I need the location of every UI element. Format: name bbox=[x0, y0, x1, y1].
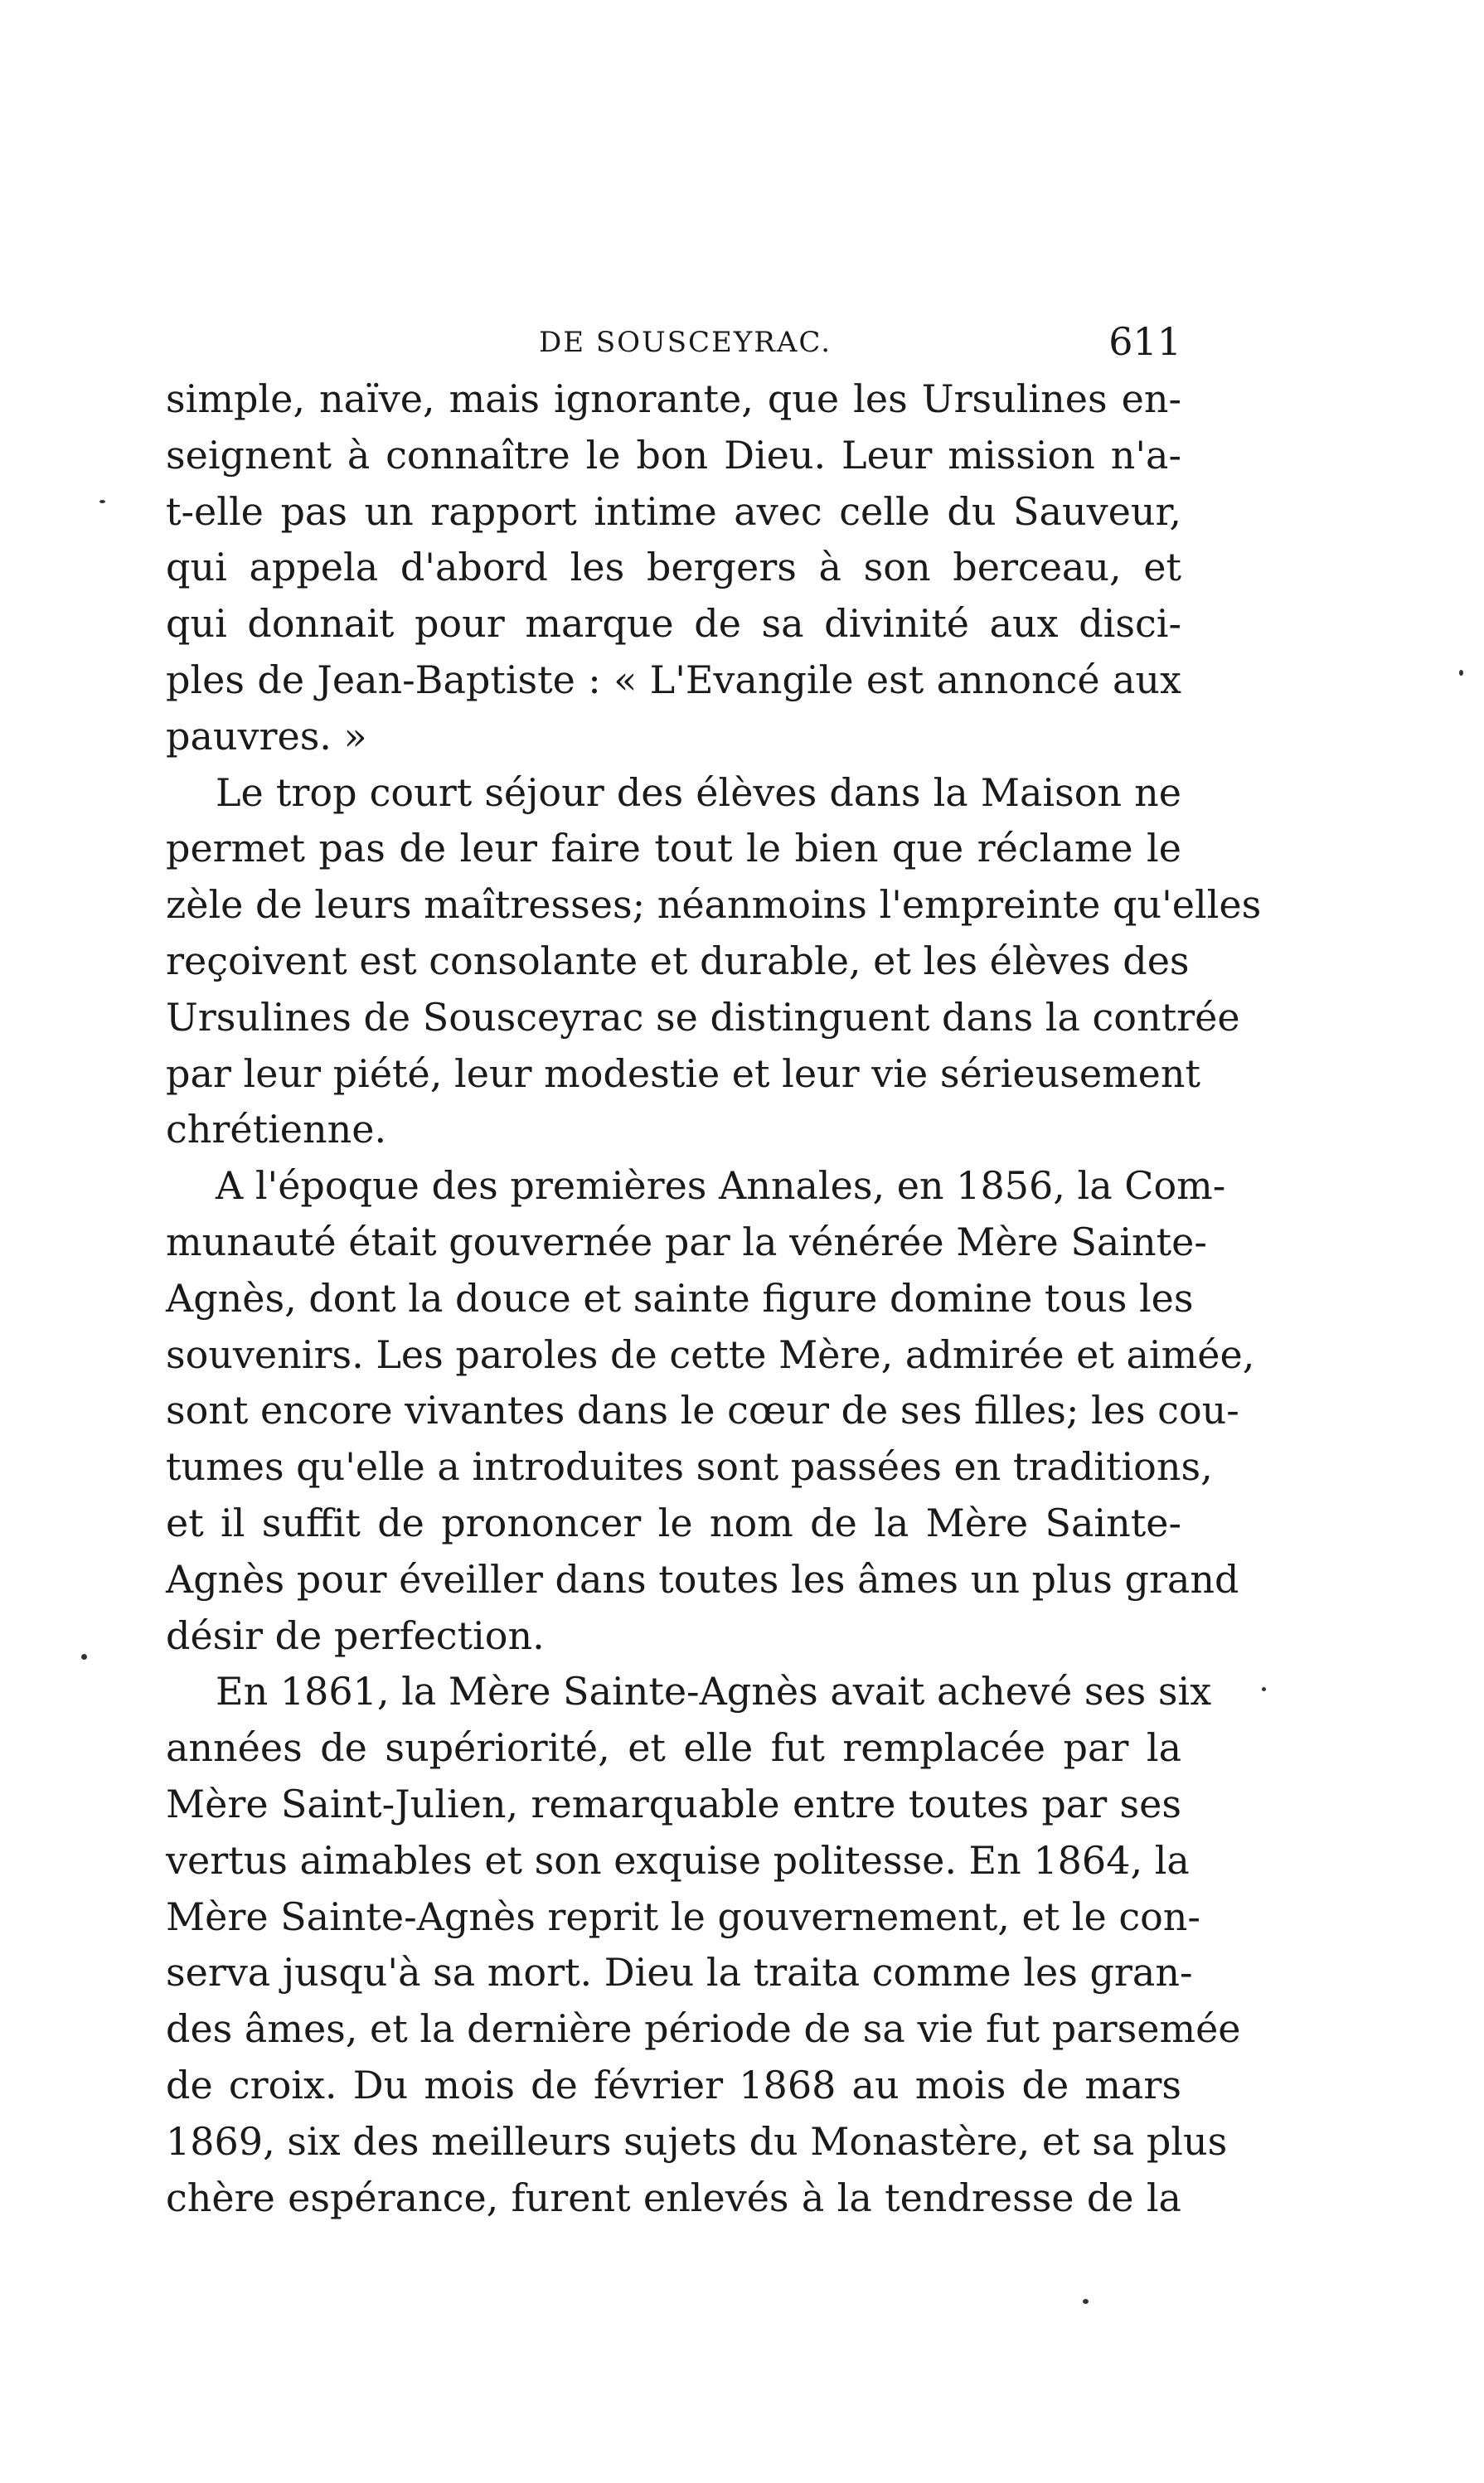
text-line: des âmes, et la dernière période de sa vie fut parsemée bbox=[166, 2006, 1241, 2052]
text-line: pauvres. » bbox=[166, 713, 367, 759]
text-line: seignent à connaître le bon Dieu. Leur mission n'a- bbox=[166, 432, 1181, 478]
text-line: serva jusqu'à sa mort. Dieu la traita comme les gran- bbox=[166, 1950, 1193, 1996]
scan-speck bbox=[1083, 2299, 1089, 2304]
text-line: années de supériorité, et elle fut remplacée par la bbox=[166, 1725, 1181, 1771]
scan-speck bbox=[99, 500, 105, 503]
text-line: En 1861, la Mère Sainte-Agnès avait achevé ses six bbox=[216, 1669, 1212, 1714]
text-line: ples de Jean-Baptiste : « L'Evangile est annoncé aux bbox=[166, 657, 1181, 702]
text-line: Mère Sainte-Agnès reprit le gouvernement, et le con- bbox=[166, 1894, 1200, 1939]
text-line: tumes qu'elle a introduites sont passées en traditions, bbox=[166, 1444, 1213, 1490]
text-line: qui appela d'abord les bergers à son berceau, et bbox=[166, 545, 1181, 590]
text-line: Mère Saint-Julien, remarquable entre toutes par ses bbox=[166, 1781, 1181, 1826]
text-line: t-elle pas un rapport intime avec celle du Sauveur, bbox=[166, 488, 1181, 534]
text-line: 1869, six des meilleurs sujets du Monastère, et sa plus bbox=[166, 2118, 1228, 2164]
page-number: 611 bbox=[1108, 319, 1181, 364]
text-line: qui donnait pour marque de sa divinité aux disci- bbox=[166, 601, 1181, 647]
text-line: désir de perfection. bbox=[166, 1612, 545, 1658]
text-line: Agnès pour éveiller dans toutes les âmes un plus grand bbox=[166, 1556, 1239, 1602]
text-line: Ursulines de Sousceyrac se distinguent dans la contrée bbox=[166, 994, 1240, 1040]
text-line: Agnès, dont la douce et sainte figure domine tous les bbox=[166, 1275, 1194, 1321]
text-line: permet pas de leur faire tout le bien que réclame le bbox=[166, 826, 1181, 871]
text-line: A l'époque des premières Annales, en 1856, la Com- bbox=[216, 1163, 1226, 1209]
body-text bbox=[166, 371, 1262, 2226]
scan-speck bbox=[1459, 670, 1463, 676]
running-title: DE SOUSCEYRAC. bbox=[539, 326, 832, 359]
text-line: par leur piété, leur modestie et leur vie sérieusement bbox=[166, 1050, 1200, 1096]
text-line: et il suffit de prononcer le nom de la Mère Sainte- bbox=[166, 1500, 1181, 1545]
text-line: vertus aimables et son exquise politesse. En 1864, la bbox=[166, 1837, 1190, 1883]
text-line: souvenirs. Les paroles de cette Mère, admirée et aimée, bbox=[166, 1331, 1255, 1377]
text-line: reçoivent est consolante et durable, et les élèves des bbox=[166, 938, 1190, 983]
text-line: zèle de leurs maîtresses; néanmoins l'empreinte qu'elles bbox=[166, 882, 1262, 928]
text-line: chrétienne. bbox=[166, 1107, 387, 1152]
scan-speck bbox=[81, 1654, 87, 1660]
text-line: munauté était gouvernée par la vénérée Mère Sainte- bbox=[166, 1219, 1207, 1264]
text-line: de croix. Du mois de février 1868 au mois de mars bbox=[166, 2062, 1181, 2107]
scan-speck bbox=[1262, 1687, 1266, 1691]
text-line: simple, naïve, mais ignorante, que les Ursulines en- bbox=[166, 376, 1181, 421]
running-head bbox=[170, 319, 1181, 369]
text-line: sont encore vivantes dans le cœur de ses filles; les cou- bbox=[166, 1388, 1239, 1433]
text-line: Le trop court séjour des élèves dans la Maison ne bbox=[216, 769, 1181, 815]
text-line: chère espérance, furent enlevés à la tendresse de la bbox=[166, 2175, 1181, 2220]
